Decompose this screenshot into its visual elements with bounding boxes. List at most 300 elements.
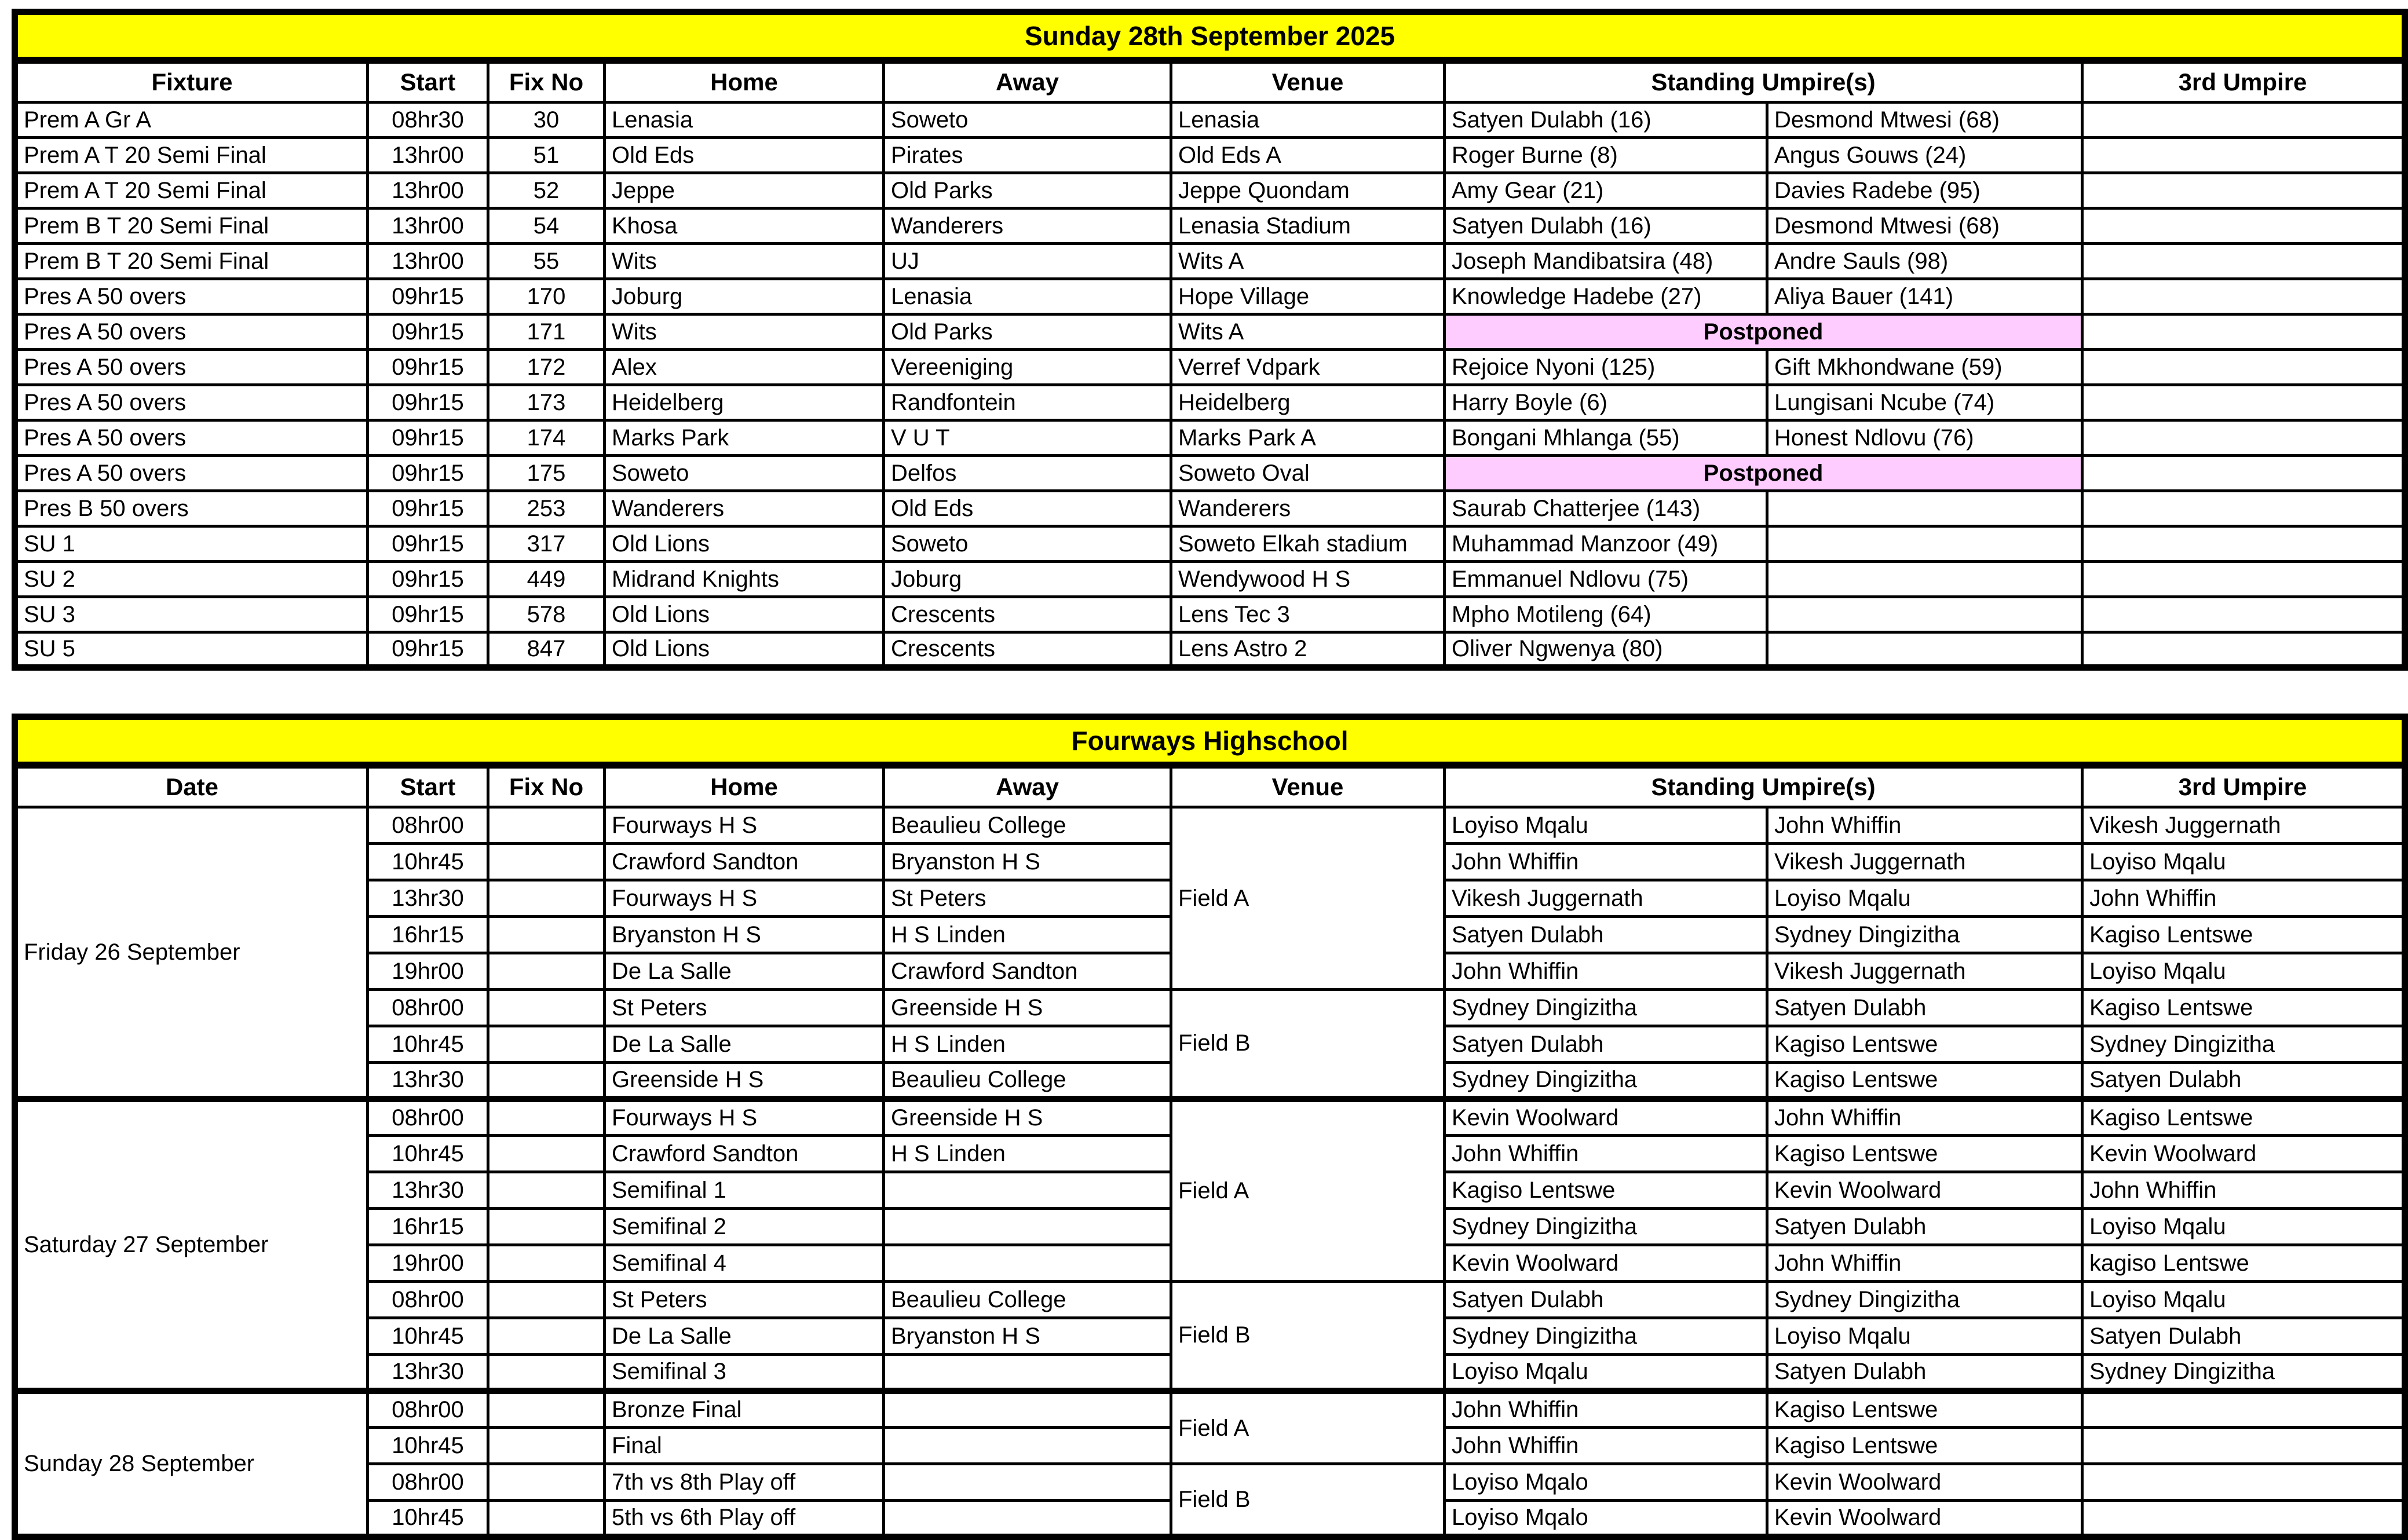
col-header-start: Start <box>368 60 488 103</box>
home-cell: Jeppe <box>605 173 884 208</box>
away-cell <box>884 1391 1171 1428</box>
home-cell: Soweto <box>605 456 884 491</box>
umpire2-cell <box>1767 632 2082 668</box>
start-cell: 09hr15 <box>368 279 488 314</box>
start-cell: 10hr45 <box>368 1026 488 1063</box>
col-header-umpires: Standing Umpire(s) <box>1445 765 2082 807</box>
table-row <box>15 314 2405 350</box>
venue-cell: Soweto Elkah stadium <box>1171 526 1445 562</box>
umpire1-cell: John Whiffin <box>1445 1136 1767 1172</box>
umpire2-cell: Gift Mkhondwane (59) <box>1767 350 2082 385</box>
table-row <box>15 526 2405 562</box>
home-cell: Greenside H S <box>605 1063 884 1099</box>
fixture-cell: Pres A 50 overs <box>15 279 368 314</box>
away-cell: Beaulieu College <box>884 1282 1171 1318</box>
third-umpire-cell <box>2082 456 2405 491</box>
third-umpire-cell <box>2082 420 2405 456</box>
third-umpire-cell <box>2082 173 2405 208</box>
umpire1-cell: Satyen Dulabh <box>1445 1282 1767 1318</box>
umpire1-cell: Satyen Dulabh (16) <box>1445 208 1767 244</box>
venue-cell: Field A <box>1171 1391 1445 1464</box>
umpire2-cell: Satyen Dulabh <box>1767 990 2082 1026</box>
table-row <box>15 173 2405 208</box>
umpire1-cell: Saurab Chatterjee (143) <box>1445 491 1767 526</box>
third-umpire-cell <box>2082 244 2405 279</box>
col-header-away: Away <box>884 765 1171 807</box>
venue-cell: Wits A <box>1171 244 1445 279</box>
fixtures-table-fourways <box>12 714 2408 1540</box>
home-cell: Bronze Final <box>605 1391 884 1428</box>
venue-cell: Wendywood H S <box>1171 562 1445 597</box>
home-cell: De La Salle <box>605 1318 884 1355</box>
third-umpire-cell: Satyen Dulabh <box>2082 1063 2405 1099</box>
umpire1-cell: Satyen Dulabh (16) <box>1445 103 1767 138</box>
umpire2-cell: Desmond Mtwesi (68) <box>1767 103 2082 138</box>
fixture-cell: SU 3 <box>15 597 368 632</box>
start-cell: 10hr45 <box>368 1318 488 1355</box>
away-cell <box>884 1172 1171 1209</box>
venue-cell: Field B <box>1171 1282 1445 1391</box>
away-cell: H S Linden <box>884 917 1171 953</box>
third-umpire-cell <box>2082 314 2405 350</box>
third-umpire-cell <box>2082 1464 2405 1501</box>
home-cell: Wits <box>605 314 884 350</box>
third-umpire-cell <box>2082 1428 2405 1464</box>
home-cell: De La Salle <box>605 1026 884 1063</box>
third-umpire-cell: Sydney Dingizitha <box>2082 1026 2405 1063</box>
third-umpire-cell: John Whiffin <box>2082 1172 2405 1209</box>
fixture-cell: Prem A T 20 Semi Final <box>15 173 368 208</box>
third-umpire-cell: Sydney Dingizitha <box>2082 1355 2405 1391</box>
home-cell: 7th vs 8th Play off <box>605 1464 884 1501</box>
umpire2-cell <box>1767 491 2082 526</box>
away-cell: V U T <box>884 420 1171 456</box>
umpire2-cell: Kevin Woolward <box>1767 1501 2082 1537</box>
fixture-cell: Pres A 50 overs <box>15 314 368 350</box>
umpire2-cell <box>1767 562 2082 597</box>
away-cell <box>884 1245 1171 1282</box>
venue-cell: Verref Vdpark <box>1171 350 1445 385</box>
fixno-cell <box>488 844 605 880</box>
fixno-cell: 847 <box>488 632 605 668</box>
away-cell: Bryanston H S <box>884 844 1171 880</box>
third-umpire-cell: Loyiso Mqalu <box>2082 1282 2405 1318</box>
start-cell: 19hr00 <box>368 1245 488 1282</box>
umpire2-cell: Angus Gouws (24) <box>1767 138 2082 173</box>
start-cell: 08hr30 <box>368 103 488 138</box>
home-cell: Old Lions <box>605 526 884 562</box>
third-umpire-cell: Loyiso Mqalu <box>2082 844 2405 880</box>
away-cell: Old Parks <box>884 314 1171 350</box>
umpire1-cell: Roger Burne (8) <box>1445 138 1767 173</box>
home-cell: Crawford Sandton <box>605 844 884 880</box>
fixno-cell <box>488 1136 605 1172</box>
start-cell: 08hr00 <box>368 1391 488 1428</box>
umpire2-cell: Lungisani Ncube (74) <box>1767 385 2082 420</box>
umpire1-cell: Muhammad Manzoor (49) <box>1445 526 1767 562</box>
fixno-cell <box>488 1391 605 1428</box>
away-cell: Wanderers <box>884 208 1171 244</box>
home-cell: Wits <box>605 244 884 279</box>
venue-cell: Wanderers <box>1171 491 1445 526</box>
umpire1-cell: Harry Boyle (6) <box>1445 385 1767 420</box>
start-cell: 09hr15 <box>368 456 488 491</box>
start-cell: 13hr30 <box>368 1355 488 1391</box>
umpire1-cell: Emmanuel Ndlovu (75) <box>1445 562 1767 597</box>
home-cell: St Peters <box>605 990 884 1026</box>
start-cell: 13hr00 <box>368 173 488 208</box>
third-umpire-cell: Kevin Woolward <box>2082 1136 2405 1172</box>
venue-cell: Field A <box>1171 807 1445 990</box>
third-umpire-cell <box>2082 350 2405 385</box>
fixno-cell <box>488 807 605 844</box>
fixno-cell: 54 <box>488 208 605 244</box>
umpire2-cell: Desmond Mtwesi (68) <box>1767 208 2082 244</box>
third-umpire-cell: John Whiffin <box>2082 880 2405 917</box>
umpire2-cell: Kagiso Lentswe <box>1767 1136 2082 1172</box>
fixno-cell <box>488 1428 605 1464</box>
col-header-third-umpire: 3rd Umpire <box>2082 765 2405 807</box>
home-cell: Bryanston H S <box>605 917 884 953</box>
col-header-home: Home <box>605 765 884 807</box>
home-cell: Fourways H S <box>605 880 884 917</box>
table-row <box>15 1099 2405 1136</box>
fixture-cell: Pres B 50 overs <box>15 491 368 526</box>
umpire1-cell: Kevin Woolward <box>1445 1245 1767 1282</box>
umpire2-cell <box>1767 526 2082 562</box>
away-cell <box>884 1355 1171 1391</box>
umpire2-cell: Kagiso Lentswe <box>1767 1428 2082 1464</box>
third-umpire-cell <box>2082 526 2405 562</box>
start-cell: 10hr45 <box>368 844 488 880</box>
start-cell: 10hr45 <box>368 1428 488 1464</box>
fixno-cell <box>488 1172 605 1209</box>
umpire2-cell: Davies Radebe (95) <box>1767 173 2082 208</box>
umpire2-cell: Vikesh Juggernath <box>1767 844 2082 880</box>
fixtures-table-sunday <box>12 9 2408 671</box>
start-cell: 13hr00 <box>368 208 488 244</box>
fixture-cell: SU 5 <box>15 632 368 668</box>
umpire1-cell: Sydney Dingizitha <box>1445 1318 1767 1355</box>
header-row <box>15 60 2405 103</box>
home-cell: Joburg <box>605 279 884 314</box>
umpire2-cell: Sydney Dingizitha <box>1767 1282 2082 1318</box>
fixno-cell: 173 <box>488 385 605 420</box>
umpire1-cell: Rejoice Nyoni (125) <box>1445 350 1767 385</box>
start-cell: 13hr30 <box>368 1172 488 1209</box>
away-cell: Greenside H S <box>884 1099 1171 1136</box>
umpire2-cell <box>1767 597 2082 632</box>
fixture-cell: Pres A 50 overs <box>15 420 368 456</box>
home-cell: Wanderers <box>605 491 884 526</box>
fixture-cell: Prem B T 20 Semi Final <box>15 244 368 279</box>
umpire1-cell: Knowledge Hadebe (27) <box>1445 279 1767 314</box>
col-header-away: Away <box>884 60 1171 103</box>
start-cell: 10hr45 <box>368 1501 488 1537</box>
third-umpire-cell: Loyiso Mqalu <box>2082 1209 2405 1245</box>
start-cell: 09hr15 <box>368 350 488 385</box>
venue-cell: Hope Village <box>1171 279 1445 314</box>
home-cell: Fourways H S <box>605 1099 884 1136</box>
home-cell: Old Lions <box>605 632 884 668</box>
venue-cell: Lenasia <box>1171 103 1445 138</box>
table-row <box>15 208 2405 244</box>
venue-cell: Soweto Oval <box>1171 456 1445 491</box>
home-cell: Crawford Sandton <box>605 1136 884 1172</box>
home-cell: Heidelberg <box>605 385 884 420</box>
third-umpire-cell <box>2082 597 2405 632</box>
away-cell: Soweto <box>884 526 1171 562</box>
start-cell: 09hr15 <box>368 632 488 668</box>
venue-cell: Field A <box>1171 1099 1445 1282</box>
umpire2-cell: Aliya Bauer (141) <box>1767 279 2082 314</box>
away-cell: H S Linden <box>884 1026 1171 1063</box>
start-cell: 08hr00 <box>368 990 488 1026</box>
umpire1-cell: Mpho Motileng (64) <box>1445 597 1767 632</box>
start-cell: 09hr15 <box>368 562 488 597</box>
third-umpire-cell <box>2082 491 2405 526</box>
start-cell: 13hr30 <box>368 1063 488 1099</box>
fixno-cell <box>488 917 605 953</box>
away-cell: Old Eds <box>884 491 1171 526</box>
start-cell: 09hr15 <box>368 314 488 350</box>
col-header-fixno: Fix No <box>488 765 605 807</box>
fixno-cell <box>488 1063 605 1099</box>
umpire1-cell: Sydney Dingizitha <box>1445 990 1767 1026</box>
fixno-cell: 30 <box>488 103 605 138</box>
umpire2-cell: Satyen Dulabh <box>1767 1209 2082 1245</box>
fixture-cell: Pres A 50 overs <box>15 456 368 491</box>
home-cell: Alex <box>605 350 884 385</box>
third-umpire-cell <box>2082 208 2405 244</box>
date-cell: Friday 26 September <box>15 807 368 1099</box>
home-cell: Semifinal 4 <box>605 1245 884 1282</box>
umpire1-cell: John Whiffin <box>1445 1428 1767 1464</box>
fixno-cell <box>488 1501 605 1537</box>
fixture-cell: SU 2 <box>15 562 368 597</box>
fixture-cell: Pres A 50 overs <box>15 350 368 385</box>
fixno-cell: 170 <box>488 279 605 314</box>
away-cell: Crescents <box>884 632 1171 668</box>
table-title-row <box>15 717 2405 766</box>
venue-cell: Lens Astro 2 <box>1171 632 1445 668</box>
table-title: Fourways Highschool <box>15 717 2405 766</box>
postponed-cell: Postponed <box>1445 456 2082 491</box>
table-row <box>15 456 2405 491</box>
umpire2-cell: Sydney Dingizitha <box>1767 917 2082 953</box>
umpire2-cell: Kagiso Lentswe <box>1767 1063 2082 1099</box>
start-cell: 09hr15 <box>368 526 488 562</box>
fixno-cell <box>488 880 605 917</box>
third-umpire-cell: Kagiso Lentswe <box>2082 990 2405 1026</box>
umpire1-cell: Oliver Ngwenya (80) <box>1445 632 1767 668</box>
fixture-cell: Prem A T 20 Semi Final <box>15 138 368 173</box>
away-cell: Old Parks <box>884 173 1171 208</box>
fixno-cell <box>488 1026 605 1063</box>
umpire1-cell: John Whiffin <box>1445 1391 1767 1428</box>
table-row <box>15 138 2405 173</box>
venue-cell: Wits A <box>1171 314 1445 350</box>
away-cell: Crescents <box>884 597 1171 632</box>
umpire2-cell: Satyen Dulabh <box>1767 1355 2082 1391</box>
home-cell: Semifinal 2 <box>605 1209 884 1245</box>
umpire2-cell: Loyiso Mqalu <box>1767 1318 2082 1355</box>
away-cell: Beaulieu College <box>884 1063 1171 1099</box>
start-cell: 09hr15 <box>368 385 488 420</box>
home-cell: Marks Park <box>605 420 884 456</box>
away-cell: Randfontein <box>884 385 1171 420</box>
table-row <box>15 990 2405 1026</box>
fixno-cell: 174 <box>488 420 605 456</box>
table-row <box>15 597 2405 632</box>
venue-cell: Marks Park A <box>1171 420 1445 456</box>
away-cell <box>884 1501 1171 1537</box>
home-cell: Final <box>605 1428 884 1464</box>
fixno-cell <box>488 953 605 990</box>
third-umpire-cell: kagiso Lentswe <box>2082 1245 2405 1282</box>
table-row <box>15 632 2405 668</box>
fixtures-sheet <box>12 9 2408 1540</box>
fixno-cell <box>488 1099 605 1136</box>
date-cell: Saturday 27 September <box>15 1099 368 1391</box>
col-header-fixture: Fixture <box>15 60 368 103</box>
home-cell: Midrand Knights <box>605 562 884 597</box>
start-cell: 09hr15 <box>368 420 488 456</box>
table-row <box>15 1464 2405 1501</box>
home-cell: 5th vs 6th Play off <box>605 1501 884 1537</box>
table-row <box>15 1391 2405 1428</box>
away-cell: Joburg <box>884 562 1171 597</box>
start-cell: 08hr00 <box>368 807 488 844</box>
third-umpire-cell: Vikesh Juggernath <box>2082 807 2405 844</box>
umpire1-cell: Sydney Dingizitha <box>1445 1063 1767 1099</box>
start-cell: 19hr00 <box>368 953 488 990</box>
umpire2-cell: John Whiffin <box>1767 1245 2082 1282</box>
table-row <box>15 350 2405 385</box>
third-umpire-cell <box>2082 279 2405 314</box>
away-cell <box>884 1209 1171 1245</box>
third-umpire-cell: Loyiso Mqalu <box>2082 953 2405 990</box>
start-cell: 09hr15 <box>368 597 488 632</box>
fixture-cell: SU 1 <box>15 526 368 562</box>
umpire1-cell: Loyiso Mqalo <box>1445 1501 1767 1537</box>
fixno-cell: 449 <box>488 562 605 597</box>
umpire1-cell: Amy Gear (21) <box>1445 173 1767 208</box>
away-cell: Lenasia <box>884 279 1171 314</box>
table-row <box>15 491 2405 526</box>
fixno-cell: 55 <box>488 244 605 279</box>
home-cell: Lenasia <box>605 103 884 138</box>
table-row <box>15 279 2405 314</box>
umpire2-cell: Kagiso Lentswe <box>1767 1026 2082 1063</box>
home-cell: Old Eds <box>605 138 884 173</box>
umpire1-cell: Loyiso Mqalu <box>1445 807 1767 844</box>
umpire1-cell: Loyiso Mqalo <box>1445 1464 1767 1501</box>
away-cell: Beaulieu College <box>884 807 1171 844</box>
away-cell: Greenside H S <box>884 990 1171 1026</box>
table-row <box>15 244 2405 279</box>
umpire1-cell: Kagiso Lentswe <box>1445 1172 1767 1209</box>
home-cell: Semifinal 1 <box>605 1172 884 1209</box>
fixture-cell: Pres A 50 overs <box>15 385 368 420</box>
third-umpire-cell: Kagiso Lentswe <box>2082 917 2405 953</box>
start-cell: 13hr00 <box>368 138 488 173</box>
start-cell: 09hr15 <box>368 491 488 526</box>
table-row <box>15 1282 2405 1318</box>
fixno-cell: 51 <box>488 138 605 173</box>
fixno-cell <box>488 1355 605 1391</box>
fixno-cell: 317 <box>488 526 605 562</box>
col-header-third-umpire: 3rd Umpire <box>2082 60 2405 103</box>
table-row <box>15 807 2405 844</box>
away-cell: Vereeniging <box>884 350 1171 385</box>
umpire1-cell: Sydney Dingizitha <box>1445 1209 1767 1245</box>
away-cell: Pirates <box>884 138 1171 173</box>
fixno-cell: 52 <box>488 173 605 208</box>
venue-cell: Jeppe Quondam <box>1171 173 1445 208</box>
umpire1-cell: Bongani Mhlanga (55) <box>1445 420 1767 456</box>
col-header-date: Date <box>15 765 368 807</box>
third-umpire-cell <box>2082 385 2405 420</box>
postponed-cell: Postponed <box>1445 314 2082 350</box>
away-cell: Bryanston H S <box>884 1318 1171 1355</box>
umpire1-cell: Satyen Dulabh <box>1445 1026 1767 1063</box>
col-header-fixno: Fix No <box>488 60 605 103</box>
start-cell: 16hr15 <box>368 917 488 953</box>
table-row <box>15 103 2405 138</box>
umpire1-cell: Vikesh Juggernath <box>1445 880 1767 917</box>
umpire2-cell: Kevin Woolward <box>1767 1172 2082 1209</box>
third-umpire-cell: Kagiso Lentswe <box>2082 1099 2405 1136</box>
umpire1-cell: Satyen Dulabh <box>1445 917 1767 953</box>
col-header-venue: Venue <box>1171 765 1445 807</box>
venue-cell: Lens Tec 3 <box>1171 597 1445 632</box>
home-cell: Old Lions <box>605 597 884 632</box>
third-umpire-cell: Satyen Dulabh <box>2082 1318 2405 1355</box>
home-cell: Khosa <box>605 208 884 244</box>
fixno-cell: 172 <box>488 350 605 385</box>
fixno-cell <box>488 990 605 1026</box>
umpire2-cell: John Whiffin <box>1767 1099 2082 1136</box>
away-cell: H S Linden <box>884 1136 1171 1172</box>
umpire2-cell: John Whiffin <box>1767 807 2082 844</box>
fixno-cell <box>488 1282 605 1318</box>
away-cell: Delfos <box>884 456 1171 491</box>
umpire1-cell: Joseph Mandibatsira (48) <box>1445 244 1767 279</box>
home-cell: Fourways H S <box>605 807 884 844</box>
home-cell: De La Salle <box>605 953 884 990</box>
table-title-row <box>15 12 2405 61</box>
umpire1-cell: John Whiffin <box>1445 844 1767 880</box>
umpire2-cell: Kevin Woolward <box>1767 1464 2082 1501</box>
away-cell: UJ <box>884 244 1171 279</box>
umpire2-cell: Andre Sauls (98) <box>1767 244 2082 279</box>
umpire2-cell: Honest Ndlovu (76) <box>1767 420 2082 456</box>
fixno-cell: 171 <box>488 314 605 350</box>
umpire1-cell: Loyiso Mqalu <box>1445 1355 1767 1391</box>
away-cell: St Peters <box>884 880 1171 917</box>
venue-cell: Field B <box>1171 1464 1445 1537</box>
table-title: Sunday 28th September 2025 <box>15 12 2405 61</box>
start-cell: 08hr00 <box>368 1099 488 1136</box>
fixno-cell <box>488 1245 605 1282</box>
col-header-venue: Venue <box>1171 60 1445 103</box>
start-cell: 13hr00 <box>368 244 488 279</box>
fixno-cell: 175 <box>488 456 605 491</box>
start-cell: 13hr30 <box>368 880 488 917</box>
fixno-cell <box>488 1464 605 1501</box>
start-cell: 08hr00 <box>368 1282 488 1318</box>
